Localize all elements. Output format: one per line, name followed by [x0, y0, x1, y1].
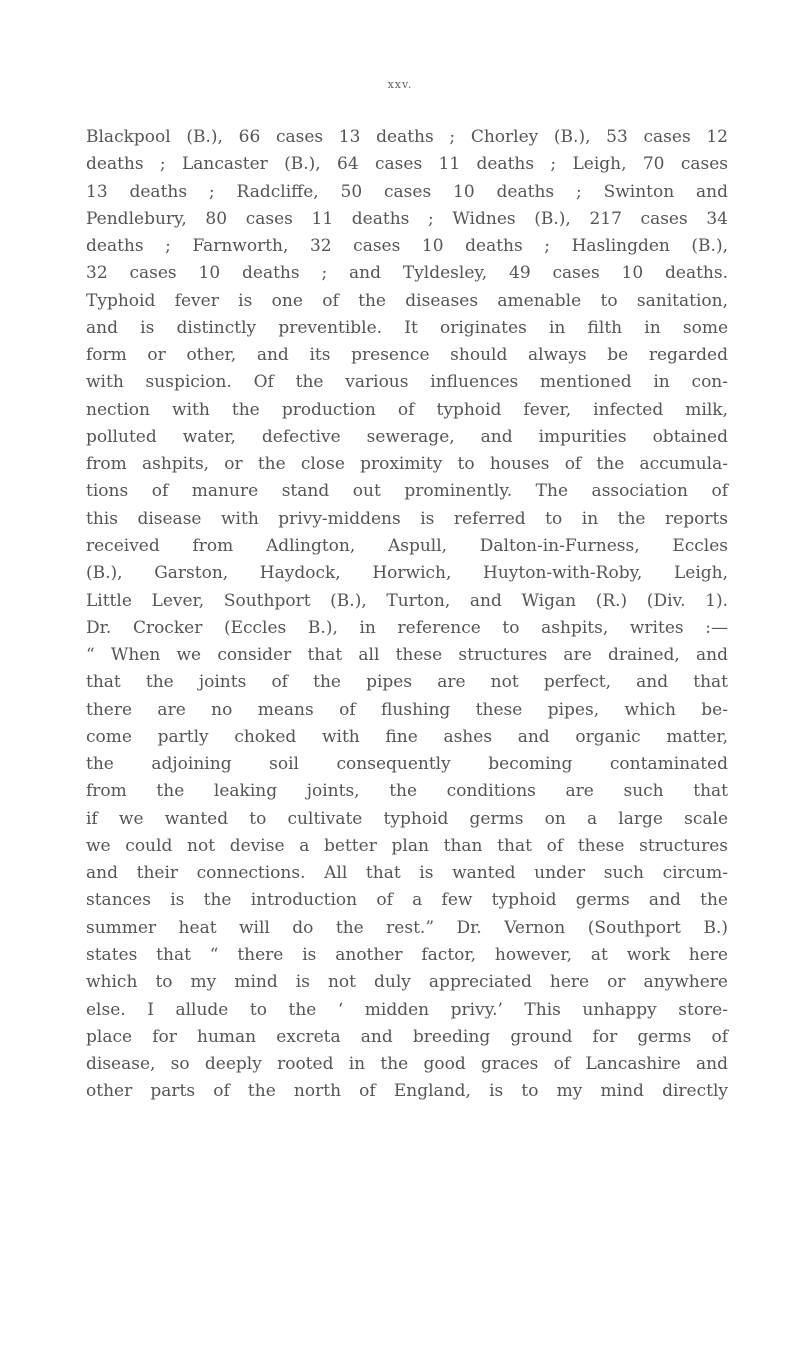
text-line: disease, so deeply rooted in the good graces of Lancashire and [86, 1054, 728, 1075]
text-line: this disease with privy-middens is referred to in the reports [86, 508, 728, 529]
text-line: and is distinctly preventible. It originates in filth in some [86, 317, 728, 338]
text-line: there are no means of flushing these pipes, which be- [86, 699, 728, 720]
text-line: the adjoining soil consequently becoming contaminated [86, 754, 728, 775]
text-line: Pendlebury, 80 cases 11 deaths ; Widnes (B.), 217 cases 34 [86, 208, 728, 229]
text-line: which to my mind is not duly appreciated here or anywhere [86, 972, 728, 993]
text-line: with suspicion. Of the various influences mentioned in con- [86, 372, 728, 393]
text-line: other parts of the north of England, is to my mind directly [86, 1081, 728, 1102]
page-number: xxv. [387, 78, 413, 91]
text-line: if we wanted to cultivate typhoid germs on a large scale [86, 808, 728, 829]
text-line: deaths ; Lancaster (B.), 64 cases 11 deaths ; Leigh, 70 cases [86, 154, 728, 175]
text-line: from the leaking joints, the conditions are such that [86, 781, 728, 802]
text-line: summer heat will do the rest.” Dr. Vernon (Southport B.) [86, 917, 728, 938]
text-line: 32 cases 10 deaths ; and Tyldesley, 49 cases 10 deaths. [86, 263, 728, 284]
text-line: Dr. Crocker (Eccles B.), in reference to ashpits, writes :— [86, 617, 728, 638]
text-line: received from Adlington, Aspull, Dalton-in-Furness, Eccles [86, 535, 728, 556]
text-line: tions of manure stand out prominently. The association of [86, 481, 728, 502]
text-line: from ashpits, or the close proximity to houses of the accumula- [86, 454, 728, 475]
text-line: Blackpool (B.), 66 cases 13 deaths ; Chorley (B.), 53 cases 12 [86, 127, 728, 147]
text-line: Typhoid fever is one of the diseases amenable to sanitation, [86, 290, 728, 311]
text-line: that the joints of the pipes are not perfect, and that [86, 672, 728, 693]
text-line: stances is the introduction of a few typhoid germs and the [86, 890, 728, 911]
text-line: nection with the production of typhoid fever, infected milk, [86, 399, 728, 420]
text-line: form or other, and its presence should always be regarded [86, 345, 728, 366]
text-line: “ When we consider that all these structures are drained, and [86, 645, 728, 666]
text-line: come partly choked with fine ashes and organic matter, [86, 726, 728, 747]
text-line: 13 deaths ; Radcliffe, 50 cases 10 deaths ; Swinton and [86, 181, 728, 202]
text-line: (B.), Garston, Haydock, Horwich, Huyton-with-Roby, Leigh, [86, 563, 728, 584]
text-line: place for human excreta and breeding ground for germs of [86, 1026, 728, 1047]
text-line: states that “ there is another factor, however, at work here [86, 944, 728, 965]
text-line: polluted water, defective sewerage, and impurities obtained [86, 426, 728, 447]
text-line: Little Lever, Southport (B.), Turton, and Wigan (R.) (Div. 1). [86, 590, 728, 611]
text-line: else. I allude to the ‘ midden privy.’ This unhappy store- [86, 999, 728, 1020]
text-line: we could not devise a better plan than that of these structures [86, 835, 728, 856]
text-line: deaths ; Farnworth, 32 cases 10 deaths ; Haslingden (B.), [86, 236, 728, 257]
text-line: and their connections. All that is wanted under such circum- [86, 863, 728, 884]
body-text [86, 124, 728, 1106]
